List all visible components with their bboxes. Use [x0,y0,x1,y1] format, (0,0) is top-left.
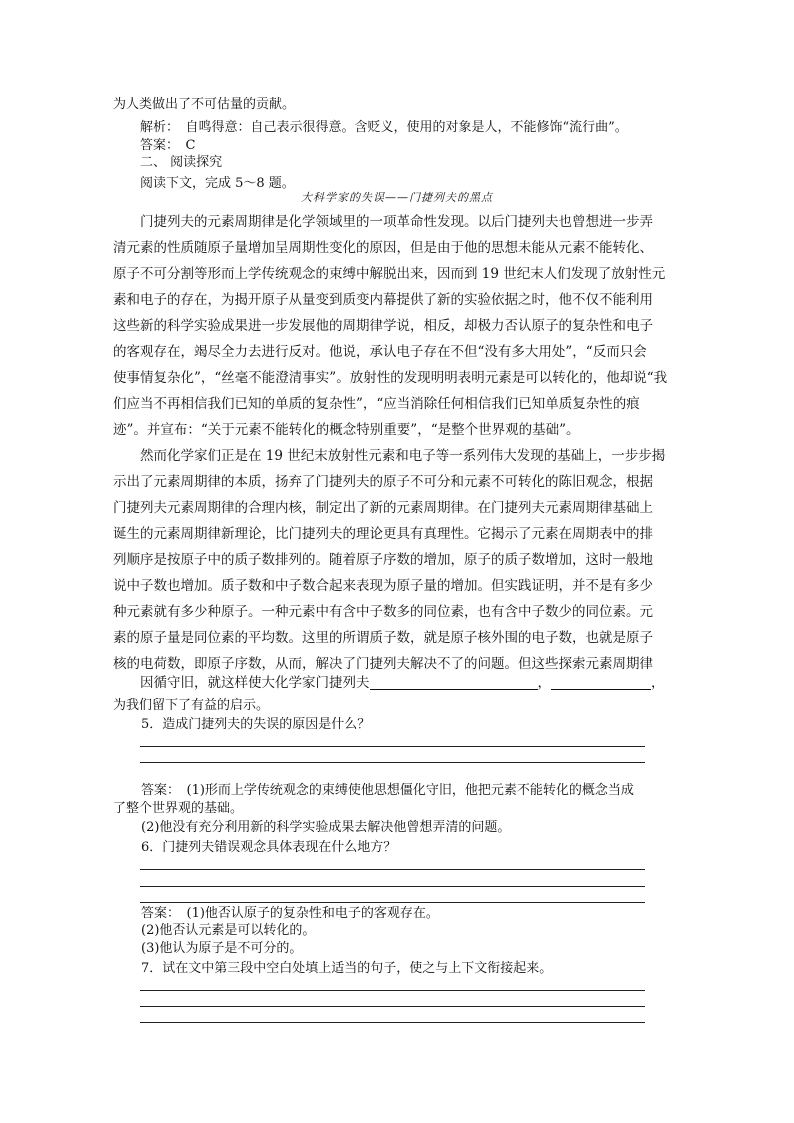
q5-answer-line-2[interactable] [140,762,645,763]
question-5: 5．造成门捷列夫的失误的原因是什么？ [141,717,371,732]
para2-line-3: 门捷列夫元素周期律的合理内核，制定出了新的元素周期律。在门捷列夫元素周期律基础上 [113,500,653,516]
q5-answer-2: (2)他没有充分利用新的科学实验成果去解决他曾想弄清的问题。 [141,820,511,835]
fill-blank-2[interactable] [551,675,651,690]
fill-blank-1[interactable] [370,675,538,690]
q6-answer-3: (3)他认为原子是不可分的。 [141,941,303,956]
para1-line-5: 这些新的科学实验成果进一步发展他的周期律学说，相反，却极力否认原子的复杂性和电子 [113,318,653,334]
para2-line-5: 列顺序是按原子中的质子数排列的。随着原子序数的增加，原子的质子数增加，这时一般地 [113,552,653,568]
para2-line-1: 然而化学家们正是在 19 世纪末放射性元素和电子等一系列伟大发现的基础上，一步步揭 [140,448,666,464]
para2-line-4: 诞生的元素周期律新理论，比门捷列夫的理论更具有真理性。它揭示了元素在周期表中的排 [113,526,653,542]
para1-line-2: 清元素的性质随原子量增加呈周期性变化的原因，但是由于他的思想未能从元素不能转化、 [113,240,653,256]
para3-line-1 [113,671,683,695]
q7-answer-line-1[interactable] [140,990,645,991]
para3-comma-2: ， [651,675,665,691]
para1-line-4: 素和电子的存在，为揭开原子从量变到质变内幕提供了新的实验依据之时，他不仅不能利用 [113,292,653,308]
para1-line-7: 使事情复杂化”，“丝毫不能澄清事实”。放射性的发现明明表明元素是可以转化的，他却说“我 [113,370,668,386]
question-7: 7．试在文中第三段中空白处填上适当的句子，使之与上下文衔接起来。 [141,961,553,976]
para1-line-1: 门捷列夫的元素周期律是化学领域里的一项革命性发现。以后门捷列夫也曾想进一步弄 [140,214,653,230]
para2-line-8: 素的原子量是同位素的平均数。这里的所谓质子数，就是原子核外围的电子数，也就是原子 [113,630,653,646]
q5-answer-line-1[interactable] [140,746,645,747]
section-heading: 二、 阅读探究 [140,155,223,170]
q6-answer-2: (2)他否认元素是可以转化的。 [141,923,316,938]
para1-line-9: 迹”。并宣布：“关于元素不能转化的概念特别重要”，“是整个世界观的基础”。 [113,422,580,438]
q5-answer-1: 答案： (1)形而上学传统观念的束缚使他思想僵化守旧，他把元素不能转化的概念当成 [141,783,634,798]
q7-answer-line-3[interactable] [140,1022,645,1023]
para2-line-9: 核的电荷数，即原子序数，从而，解决了门捷列夫解决不了的问题。但这些探索元素周期律 [113,656,653,672]
q6-answer-line-1[interactable] [140,869,645,870]
para1-line-8: 们应当不再相信我们已知的单质的复杂性”，“应当消除任何相信我们已知单质复杂性的痕 [113,396,640,412]
q6-answer-1: 答案： (1)他否认原子的复杂性和电子的客观存在。 [141,906,439,921]
question-6: 6．门捷列夫错误观念具体表现在什么地方？ [141,840,397,855]
para1-line-3: 原子不可分割等形而上学传统观念的束缚中解脱出来，因而到 19 世纪末人们发现了放射性元 [113,266,666,282]
answer-line: 答案： C [140,138,196,153]
para2-line-2: 示出了元素周期律的本质，扬弃了门捷列夫的原子不可分和元素不可转化的陈旧观念，根据 [113,474,653,490]
para3-comma-1: ， [537,675,551,691]
para2-line-7: 种元素就有多少种原子。一种元素中有含中子数多的同位素，也有含中子数少的同位素。元 [113,604,653,620]
para3-start-text: 因循守旧，就这样使大化学家门捷列夫 [140,675,370,691]
article-title: 大科学家的失误——门捷列夫的黑点 [301,191,493,204]
q5-answer-1-cont: 了整个世界观的基础。 [113,801,244,816]
intro-line-1: 为人类做出了不可估量的贡献。 [113,97,296,112]
instruction-line: 阅读下文，完成 5～8 题。 [140,176,295,191]
para3-line-2: 为我们留下了有益的启示。 [113,698,270,713]
para1-line-6: 的客观存在，竭尽全力去进行反对。他说，承认电子存在不但“没有多大用处”，“反而只会 [113,344,647,360]
q7-answer-line-2[interactable] [140,1006,645,1007]
q6-answer-line-3[interactable] [140,902,645,903]
analysis-line: 解析： 自鸣得意：自己表示很得意。含贬义，使用的对象是人，不能修饰“流行曲”。 [140,120,628,135]
para2-line-6: 说中子数也增加。质子数和中子数合起来表现为原子量的增加。但实践证明，并不是有多少 [113,578,653,594]
q6-answer-line-2[interactable] [140,886,645,887]
